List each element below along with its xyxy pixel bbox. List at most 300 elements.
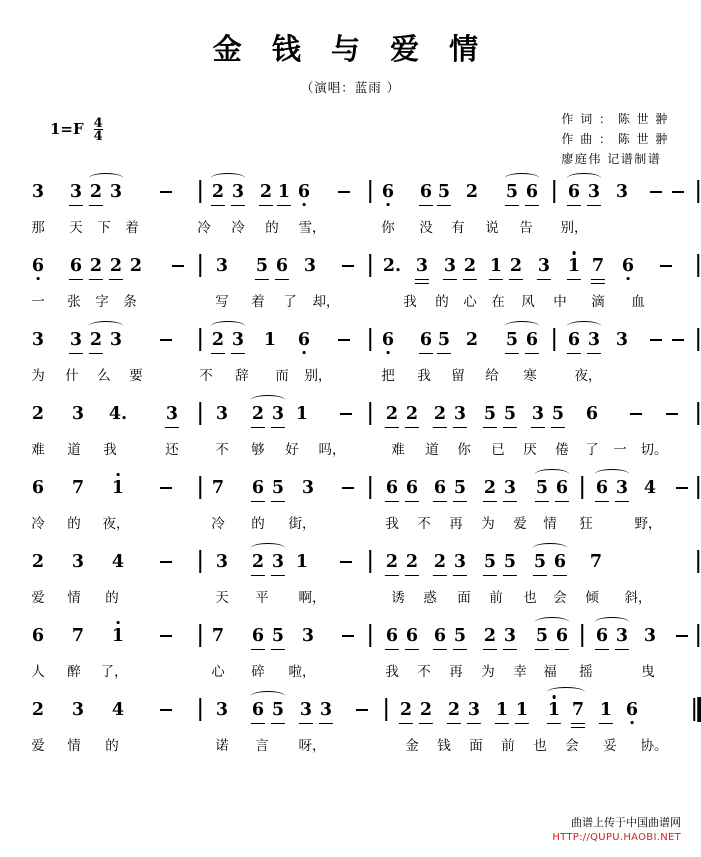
note-glyph: 6: [251, 626, 265, 646]
note-glyph: 7: [211, 478, 225, 498]
lyric-syllable: 已: [491, 442, 505, 458]
lyric-syllable: 为: [481, 664, 495, 680]
lyric-syllable: 够: [251, 442, 265, 458]
note-glyph: 3: [215, 256, 229, 276]
note-glyph: 6: [297, 182, 311, 202]
note-glyph: 5: [453, 626, 467, 646]
note-token: [454, 478, 466, 498]
notation-row: [26, 700, 675, 734]
lyric-syllable: 情: [67, 738, 81, 754]
note-glyph: 3: [231, 182, 245, 202]
notation-row: [26, 256, 675, 290]
note-glyph: 2: [89, 182, 103, 202]
lyric-syllable: 不: [417, 516, 431, 532]
music-system: [26, 700, 675, 774]
note-token: [320, 700, 332, 720]
lyric-syllable: 给: [485, 368, 499, 384]
lyric-syllable: 面: [469, 738, 483, 754]
note-glyph: 2: [251, 404, 265, 424]
barline: [369, 328, 371, 351]
note-glyph: 1: [567, 256, 581, 276]
note-token: [112, 478, 124, 498]
note-extension-dash: [160, 487, 172, 489]
barline: [369, 402, 371, 425]
note-token: [212, 626, 224, 646]
lyric-syllable: 我: [385, 664, 399, 680]
note-token: [112, 552, 124, 572]
note-token: [260, 182, 272, 202]
note-glyph: 2: [385, 552, 399, 572]
lyric-syllable: 而: [275, 368, 289, 384]
note-glyph: 2: [483, 626, 497, 646]
note-token: [212, 478, 224, 498]
note-glyph: 3: [215, 700, 229, 720]
note-token: [296, 552, 308, 572]
barline: [199, 624, 201, 647]
lyric-syllable: 不: [215, 442, 229, 458]
lyric-syllable: 了: [283, 294, 297, 310]
note-token: [592, 256, 604, 276]
lyric-syllable: 寒: [523, 368, 537, 384]
credit-transcriber: 廖庭伟 记谱制谱: [561, 152, 662, 166]
meter-numerator: 4: [93, 116, 103, 131]
note-glyph: 7: [589, 552, 603, 572]
lyric-syllable: 道: [67, 442, 81, 458]
lyric-syllable: 我: [403, 294, 417, 310]
note-glyph: 2: [483, 478, 497, 498]
barline: [553, 180, 555, 203]
note-token: [490, 256, 502, 276]
note-glyph: 6: [251, 478, 265, 498]
note-glyph: 3: [71, 404, 85, 424]
barline: [697, 180, 699, 203]
lyric-syllable: 啦，: [288, 664, 316, 680]
note-extension-dash: [338, 191, 350, 193]
note-token: [216, 552, 228, 572]
lyric-syllable: 么: [97, 368, 111, 384]
note-token: [110, 182, 122, 202]
note-glyph: 3: [231, 330, 245, 350]
lyric-syllable: 狂: [579, 516, 593, 532]
note-glyph: 7: [71, 626, 85, 646]
credit-composer: 作 曲 ： 陈 世 翀: [561, 132, 669, 146]
note-glyph: 7: [591, 256, 605, 276]
note-token: [32, 256, 44, 276]
music-system: [26, 404, 675, 478]
note-glyph: 6: [385, 626, 399, 646]
note-token: [444, 256, 456, 276]
note-glyph: 4.: [108, 404, 128, 424]
lyric-syllable: 心: [463, 294, 477, 310]
note-token: [556, 478, 568, 498]
note-glyph: 6: [555, 626, 569, 646]
note-token: [464, 256, 476, 276]
lyric-syllable: 再: [449, 664, 463, 680]
lyric-syllable: 一: [31, 294, 45, 310]
music-system: [26, 182, 675, 256]
lyric-syllable: 妥: [603, 738, 617, 754]
note-token: [504, 626, 516, 646]
lyric-syllable: 的: [67, 516, 81, 532]
music-system: [26, 478, 675, 552]
note-token: [298, 330, 310, 350]
lyric-syllable: 张: [67, 294, 81, 310]
note-glyph: 4: [643, 478, 657, 498]
note-glyph: 3: [301, 626, 315, 646]
note-token: [454, 626, 466, 646]
note-token: [272, 626, 284, 646]
note-token: [596, 478, 608, 498]
note-glyph: 3: [615, 182, 629, 202]
lyrics-row: [26, 364, 675, 388]
lyric-syllable: 情: [67, 590, 81, 606]
note-token: [588, 330, 600, 350]
note-token: [548, 700, 560, 720]
lyric-syllable: 幸: [513, 664, 527, 680]
note-token: [434, 552, 446, 572]
lyrics-row: [26, 512, 675, 536]
lyric-syllable: 告: [519, 220, 533, 236]
note-token: [386, 478, 398, 498]
note-glyph: 6: [567, 330, 581, 350]
lyric-syllable: 不: [417, 664, 431, 680]
time-signature: [94, 118, 103, 142]
lyric-syllable: 把: [381, 368, 395, 384]
lyric-syllable: 夜，: [102, 516, 130, 532]
note-token: [448, 700, 460, 720]
lyric-syllable: 要: [129, 368, 143, 384]
lyric-syllable: 了: [585, 442, 599, 458]
note-glyph: 5: [533, 552, 547, 572]
note-extension-dash: [672, 191, 684, 193]
notation-row: [26, 182, 675, 216]
note-extension-dash: [160, 561, 172, 563]
lyric-syllable: 醉: [67, 664, 81, 680]
lyric-syllable: 血: [631, 294, 645, 310]
note-glyph: 2: [463, 256, 477, 276]
note-glyph: 5: [483, 404, 497, 424]
note-glyph: 3: [271, 404, 285, 424]
note-glyph: 2: [419, 700, 433, 720]
note-glyph: 6: [433, 478, 447, 498]
note-token: [302, 478, 314, 498]
note-extension-dash: [172, 265, 184, 267]
barline: [697, 328, 699, 351]
lyrics-row: [26, 290, 675, 314]
note-token: [616, 478, 628, 498]
lyric-syllable: 还: [165, 442, 179, 458]
note-glyph: 6: [525, 182, 539, 202]
note-token: [272, 404, 284, 424]
lyric-syllable: 切。: [640, 442, 668, 458]
note-token: [272, 700, 284, 720]
note-glyph: 4: [111, 700, 125, 720]
note-glyph: 2: [465, 182, 479, 202]
lyric-syllable: 不: [199, 368, 213, 384]
lyric-syllable: 夜，: [574, 368, 602, 384]
note-token: [434, 478, 446, 498]
note-token: [484, 404, 496, 424]
lyric-syllable: 啊，: [298, 590, 326, 606]
note-glyph: 5: [271, 626, 285, 646]
barline: [369, 476, 371, 499]
note-glyph: 3: [643, 626, 657, 646]
note-glyph: 2.: [382, 256, 402, 276]
note-glyph: 4: [111, 552, 125, 572]
lyric-syllable: 什: [65, 368, 79, 384]
lyric-syllable: 你: [457, 442, 471, 458]
barline: [385, 698, 387, 721]
note-token: [264, 330, 276, 350]
final-barline: [693, 698, 695, 721]
note-glyph: 5: [505, 182, 519, 202]
lyric-syllable: 写: [215, 294, 229, 310]
lyric-syllable: 道: [425, 442, 439, 458]
note-token: [304, 256, 316, 276]
lyric-syllable: 惑: [423, 590, 437, 606]
note-glyph: 5: [551, 404, 565, 424]
note-token: [110, 330, 122, 350]
lyric-syllable: 我: [385, 516, 399, 532]
barline: [199, 402, 201, 425]
lyric-syllable: 吗，: [318, 442, 346, 458]
note-token: [568, 330, 580, 350]
notation-row: [26, 478, 675, 512]
note-token: [386, 404, 398, 424]
barline: [199, 328, 201, 351]
note-token: [296, 404, 308, 424]
note-token: [586, 404, 598, 424]
note-token: [90, 256, 102, 276]
note-extension-dash: [338, 339, 350, 341]
note-token: [112, 626, 124, 646]
note-glyph: 3: [299, 700, 313, 720]
lyric-syllable: 条: [123, 294, 137, 310]
note-token: [438, 182, 450, 202]
note-token: [72, 626, 84, 646]
note-glyph: 3: [319, 700, 333, 720]
note-token: [466, 330, 478, 350]
lyrics-row: [26, 734, 675, 758]
note-token: [536, 478, 548, 498]
note-extension-dash: [666, 413, 678, 415]
note-token: [516, 700, 528, 720]
note-token: [72, 404, 84, 424]
barline: [581, 476, 583, 499]
note-token: [32, 404, 44, 424]
note-glyph: 3: [69, 330, 83, 350]
note-token: [298, 182, 310, 202]
lyric-syllable: 也: [523, 590, 537, 606]
note-token: [504, 404, 516, 424]
lyric-syllable: 平: [255, 590, 269, 606]
lyric-syllable: 爱: [31, 590, 45, 606]
note-extension-dash: [340, 413, 352, 415]
note-glyph: 6: [525, 330, 539, 350]
note-glyph: 6: [567, 182, 581, 202]
note-token: [272, 478, 284, 498]
note-token: [216, 256, 228, 276]
note-extension-dash: [342, 635, 354, 637]
note-glyph: 2: [211, 182, 225, 202]
note-token: [32, 626, 44, 646]
lyric-syllable: 滴: [591, 294, 605, 310]
note-token: [504, 478, 516, 498]
note-glyph: 6: [419, 182, 433, 202]
lyric-syllable: 天: [69, 220, 83, 236]
note-token: [616, 182, 628, 202]
barline: [697, 550, 699, 573]
music-systems: [0, 182, 701, 774]
note-extension-dash: [160, 191, 172, 193]
note-glyph: 5: [437, 182, 451, 202]
lyric-syllable: 在: [491, 294, 505, 310]
note-glyph: 5: [535, 478, 549, 498]
note-token: [510, 256, 522, 276]
lyric-syllable: 的: [251, 516, 265, 532]
note-token: [32, 478, 44, 498]
note-token: [252, 626, 264, 646]
note-glyph: 6: [595, 626, 609, 646]
lyric-syllable: 再: [449, 516, 463, 532]
lyric-syllable: 一: [613, 442, 627, 458]
note-glyph: 1: [295, 552, 309, 572]
note-glyph: 3: [443, 256, 457, 276]
note-token: [72, 700, 84, 720]
lyric-syllable: 会: [565, 738, 579, 754]
note-token: [590, 552, 602, 572]
lyric-syllable: 前: [501, 738, 515, 754]
note-token: [72, 552, 84, 572]
lyric-syllable: 说: [485, 220, 499, 236]
barline: [199, 550, 201, 573]
note-token: [506, 182, 518, 202]
notation-row: [26, 404, 675, 438]
lyric-syllable: 了，: [100, 664, 128, 680]
lyric-syllable: 钱: [437, 738, 451, 754]
note-token: [532, 404, 544, 424]
note-extension-dash: [650, 339, 662, 341]
note-token: [70, 330, 82, 350]
lyric-syllable: 我: [103, 442, 117, 458]
note-glyph: 7: [211, 626, 225, 646]
lyric-syllable: 雪，: [298, 220, 326, 236]
note-token: [496, 700, 508, 720]
note-glyph: 5: [535, 626, 549, 646]
note-glyph: 5: [271, 478, 285, 498]
note-token: [382, 182, 394, 202]
barline: [697, 476, 699, 499]
note-glyph: 2: [405, 404, 419, 424]
music-system: [26, 330, 675, 404]
note-glyph: 3: [531, 404, 545, 424]
note-token: [644, 626, 656, 646]
credit-lyricist: 作 词 ： 陈 世 翀: [561, 112, 669, 126]
note-token: [90, 330, 102, 350]
note-token: [420, 182, 432, 202]
note-glyph: 2: [31, 552, 45, 572]
lyric-syllable: 的: [435, 294, 449, 310]
meter-denominator: 4: [93, 129, 103, 144]
note-glyph: 6: [251, 700, 265, 720]
note-token: [644, 478, 656, 498]
barline: [697, 624, 699, 647]
lyric-syllable: 爱: [513, 516, 527, 532]
note-token: [232, 330, 244, 350]
note-token: [616, 626, 628, 646]
note-glyph: 3: [69, 182, 83, 202]
note-glyph: 6: [381, 330, 395, 350]
note-token: [406, 404, 418, 424]
lyric-syllable: 倦: [555, 442, 569, 458]
note-glyph: 6: [419, 330, 433, 350]
lyric-syllable: 中: [553, 294, 567, 310]
barline: [553, 328, 555, 351]
note-glyph: 6: [553, 552, 567, 572]
lyric-syllable: 呀，: [298, 738, 326, 754]
note-glyph: 2: [385, 404, 399, 424]
note-token: [130, 256, 142, 276]
note-glyph: 5: [503, 552, 517, 572]
slur-mark: [547, 687, 585, 697]
footer-url: HTTP://QUPU.HAOBI.NET: [552, 832, 681, 843]
note-token: [526, 330, 538, 350]
note-glyph: 6: [31, 256, 45, 276]
note-glyph: 3: [615, 478, 629, 498]
note-extension-dash: [160, 339, 172, 341]
note-glyph: 2: [433, 552, 447, 572]
lyric-syllable: 街，: [288, 516, 316, 532]
lyric-syllable: 诱: [391, 590, 405, 606]
note-glyph: 1: [263, 330, 277, 350]
lyric-syllable: 却，: [312, 294, 340, 310]
note-token: [386, 626, 398, 646]
lyric-syllable: 下: [97, 220, 111, 236]
page-title: 金 钱 与 爱 情: [212, 32, 489, 66]
note-glyph: 3: [503, 478, 517, 498]
lyric-syllable: 天: [215, 590, 229, 606]
note-glyph: 6: [31, 478, 45, 498]
note-glyph: 6: [385, 478, 399, 498]
note-glyph: 6: [275, 256, 289, 276]
lyric-syllable: 着: [251, 294, 265, 310]
note-glyph: 3: [109, 330, 123, 350]
note-token: [556, 626, 568, 646]
lyric-syllable: 好: [285, 442, 299, 458]
note-glyph: 3: [109, 182, 123, 202]
barline: [369, 550, 371, 573]
note-token: [554, 552, 566, 572]
note-extension-dash: [160, 635, 172, 637]
note-glyph: 2: [399, 700, 413, 720]
note-token: [110, 256, 122, 276]
note-glyph: 3: [271, 552, 285, 572]
note-token: [538, 256, 550, 276]
note-token: [434, 404, 446, 424]
note-token: [32, 182, 44, 202]
lyric-syllable: 着: [125, 220, 139, 236]
note-extension-dash: [356, 709, 368, 711]
note-glyph: 2: [211, 330, 225, 350]
lyric-syllable: 诺: [215, 738, 229, 754]
lyric-syllable: 人: [31, 664, 45, 680]
note-token: [386, 552, 398, 572]
note-token: [252, 404, 264, 424]
note-token: [626, 700, 638, 720]
lyrics-row: [26, 660, 675, 684]
note-token: [596, 626, 608, 646]
barline: [199, 476, 201, 499]
